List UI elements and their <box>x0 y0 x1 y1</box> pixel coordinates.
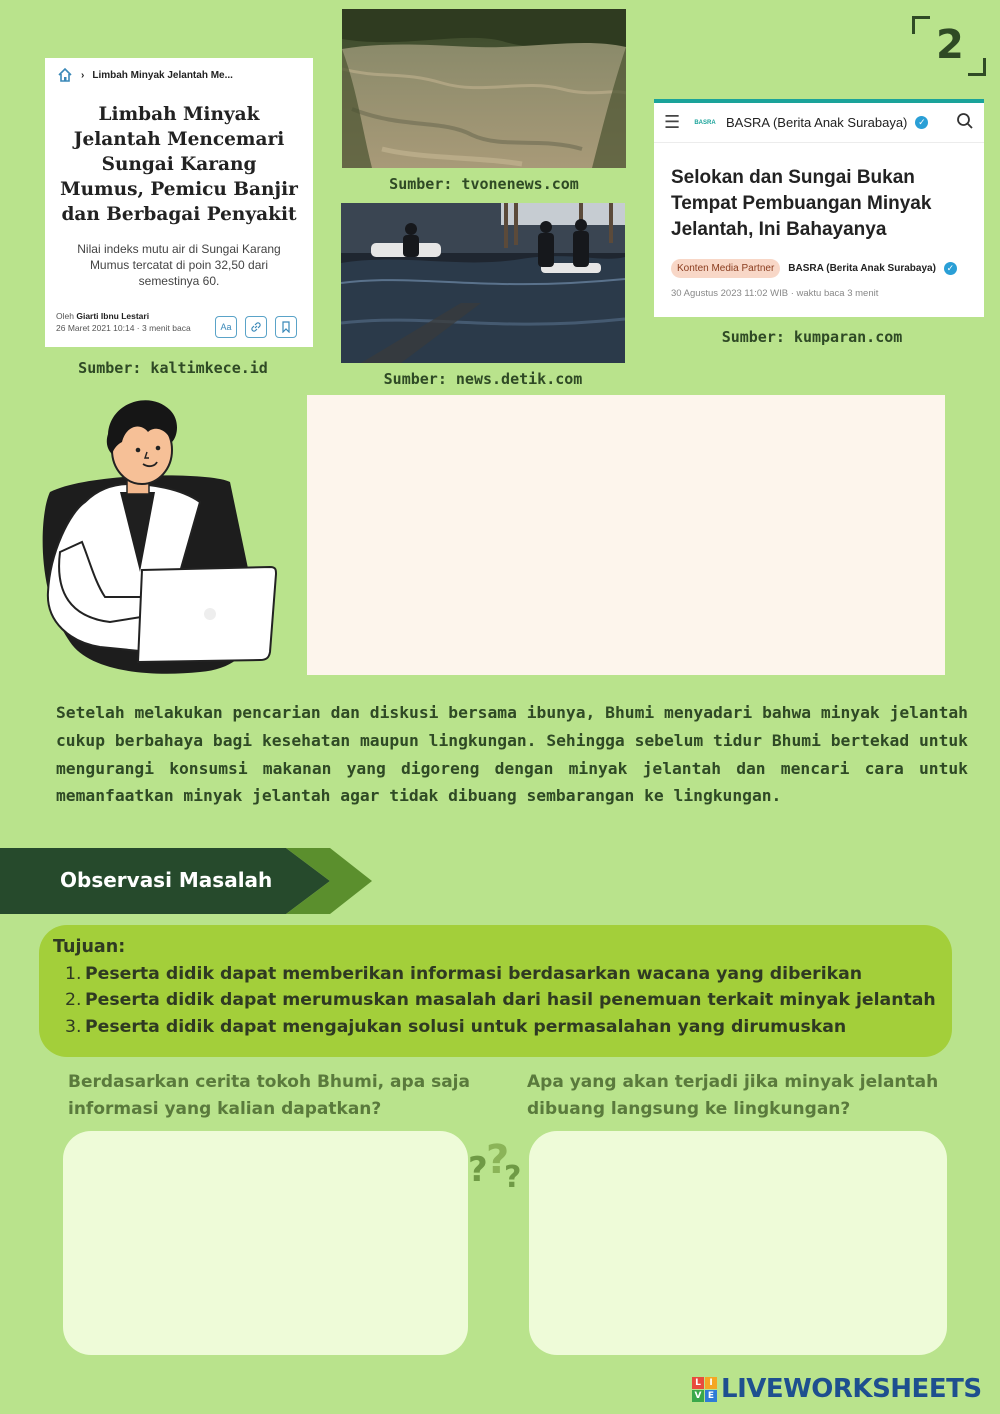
author-name: Giarti Ibnu Lestari <box>76 311 150 321</box>
source-detik: Sumber: news.detik.com <box>383 370 583 388</box>
article-screenshot-kumparan <box>654 99 984 317</box>
link-icon <box>245 316 267 338</box>
article-headline: Limbah Minyak Jelantah Mencemari Sungai Karang Mumus, Pemicu Banjir dan Berbagai Penyakit <box>60 104 298 225</box>
article-date: 30 Agustus 2023 11:02 WIB · waktu baca 3 menit <box>671 288 879 299</box>
svg-text:?: ? <box>504 1160 522 1195</box>
story-paragraph: Setelah melakukan pencarian dan diskusi bersama ibunya, Bhumi menyadari bahwa minyak jelantah cukup berbahaya bagi kesehatan maupun lingkungan. Sehingga sebelum tidur Bhumi bertekad untuk mengurangi konsumsi makanan yang digoreng dengan minyak jelantah dan mencari cara untuk memanfaatkan minyak jelantah agar tidak dibuang sembarangan ke lingkungan. <box>56 703 968 806</box>
answer-box-2[interactable] <box>529 1131 947 1355</box>
polluted-river-photo <box>342 9 626 168</box>
font-size-button: Aa <box>215 316 237 338</box>
liveworksheets-logo <box>692 1374 982 1404</box>
breadcrumb-text: Limbah Minyak Jelantah Me... <box>92 69 233 81</box>
chevron-right-icon: › <box>81 69 85 81</box>
article-headline: Selokan dan Sungai Bukan Tempat Pembuangan Minyak Jelantah, Ini Bahayanya <box>671 167 932 240</box>
question-marks-icon <box>466 1131 532 1197</box>
hamburger-menu-icon: ☰ <box>664 112 681 133</box>
article-meta <box>654 243 984 278</box>
live-badge-icon: L I V E <box>692 1377 717 1402</box>
source-tvonenews: Sumber: tvonenews.com <box>389 175 579 193</box>
byline-prefix: Oleh <box>56 311 74 321</box>
student-with-laptop-illustration <box>30 392 280 677</box>
breadcrumb <box>57 66 301 84</box>
article-date: 26 Maret 2021 10:14 · 3 menit baca <box>56 323 191 333</box>
goal-item: 2. Peserta didik dapat merumuskan masalah dari hasil penemuan terkait minyak jelantah <box>65 990 936 1011</box>
article-summary: Nilai indeks mutu air di Sungai Karang Mumus tercatat di poin 32,50 dari semestinya 60. <box>77 242 281 288</box>
bookmark-icon <box>275 316 297 338</box>
article-byline <box>56 310 191 334</box>
question-2: Apa yang akan terjadi jika minyak jelantah dibuang langsung ke lingkungan? <box>527 1072 939 1119</box>
goals-title: Tujuan: <box>53 937 126 957</box>
verified-icon: ✓ <box>944 262 957 275</box>
site-name: BASRA (Berita Anak Surabaya) <box>726 115 908 130</box>
answer-box-1[interactable] <box>63 1131 468 1355</box>
goal-item: 3. Peserta didik dapat mengajukan solusi untuk permasalahan yang dirumuskan <box>65 1016 847 1037</box>
corner-bracket-top-left <box>912 16 930 34</box>
verified-icon: ✓ <box>915 116 928 129</box>
article-screenshot-kaltimkece <box>45 58 313 347</box>
svg-text:?: ? <box>468 1150 488 1190</box>
source-kumparan: Sumber: kumparan.com <box>721 328 903 346</box>
corner-bracket-bottom-right <box>968 58 986 76</box>
publisher-name: BASRA (Berita Anak Surabaya) <box>788 263 936 274</box>
goals-list <box>53 961 952 1040</box>
basra-logo: BASRA <box>694 119 716 126</box>
oil-cleanup-photo <box>341 203 625 363</box>
goal-item: 1. Peserta didik dapat memberikan informasi berdasarkan wacana yang diberikan <box>65 964 863 984</box>
page-number: 2 <box>936 22 964 68</box>
site-header <box>654 103 984 143</box>
page-number-badge <box>910 14 988 80</box>
svg-text:?: ? <box>486 1137 510 1183</box>
article-tools <box>215 316 297 338</box>
dialogue-box <box>307 395 945 675</box>
section-title: Observasi Masalah <box>60 868 273 892</box>
media-partner-badge: Konten Media Partner <box>671 259 780 278</box>
question-1: Berdasarkan cerita tokoh Bhumi, apa saja informasi yang kalian dapatkan? <box>68 1072 470 1119</box>
learning-goals-box <box>39 925 952 1057</box>
source-kaltimkece: Sumber: kaltimkece.id <box>78 359 268 377</box>
logo-wordmark: LIVEWORKSHEETS <box>721 1374 982 1404</box>
search-icon <box>956 112 974 134</box>
home-icon <box>57 67 73 83</box>
